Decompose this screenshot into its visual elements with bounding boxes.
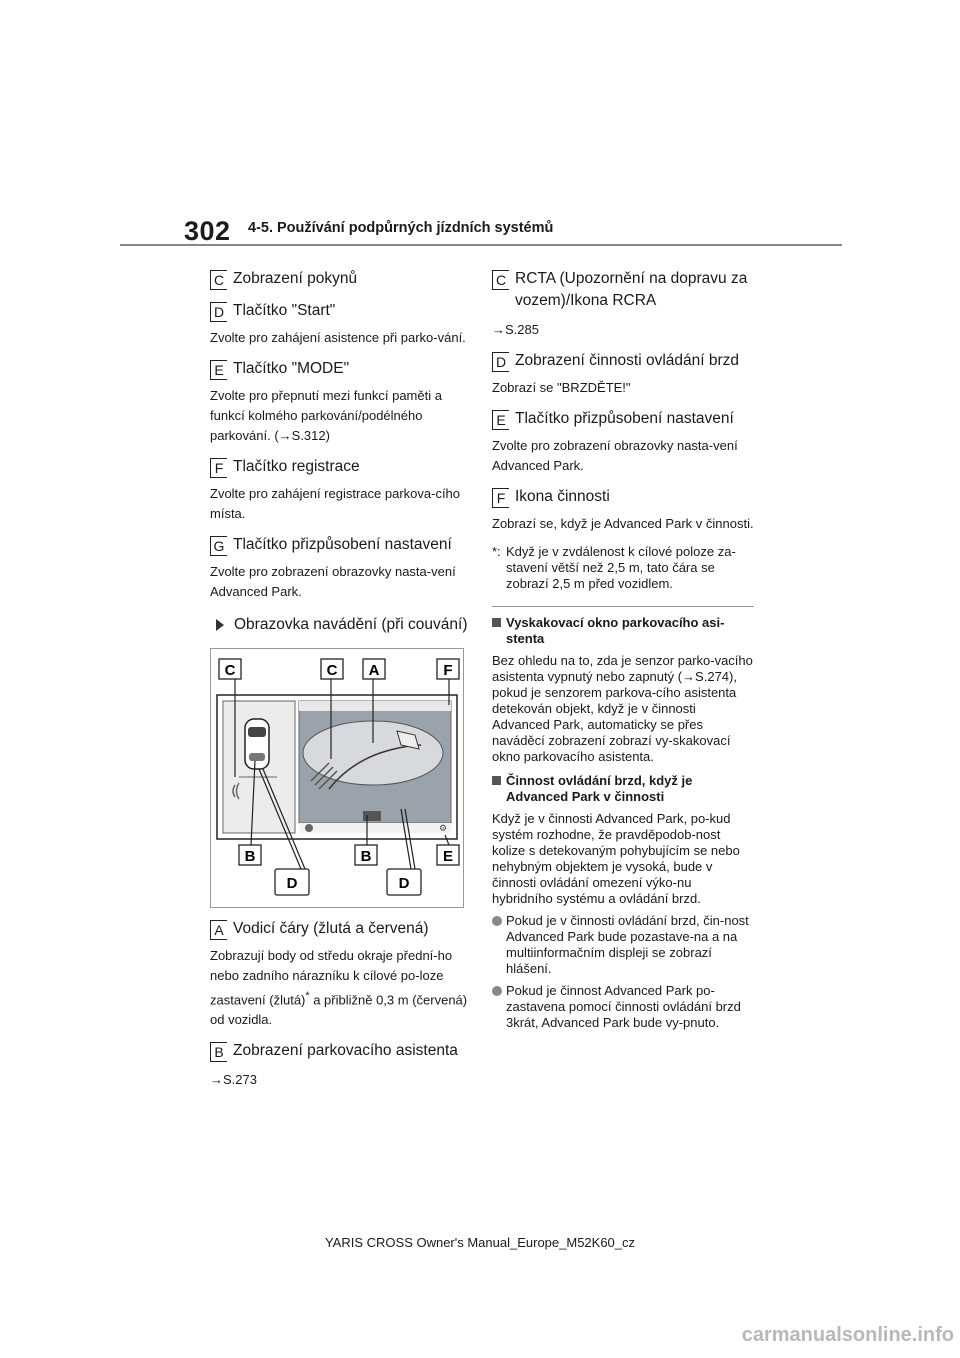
- item-title: Zobrazení činnosti ovládání brzd: [515, 352, 740, 369]
- letter-badge: E: [492, 410, 509, 430]
- heading-text: Vyskakovací okno parkovacího asi-stenta: [506, 615, 725, 646]
- circle-bullet-icon: [492, 916, 502, 926]
- item-a-guide-lines: [210, 918, 472, 940]
- callout-label-c: C: [326, 662, 338, 679]
- footnote-marker: *:: [492, 544, 501, 559]
- brake-heading: [492, 773, 754, 805]
- item-f-registration-button: [210, 456, 472, 478]
- section-title: 4-5. Používání podpůrných jízdních systémů: [248, 220, 554, 236]
- item-description: Zobrazí se, když je Advanced Park v činnosti.: [492, 516, 754, 531]
- page-reference: →S.285: [492, 322, 539, 337]
- bullet-text: Pokud je činnost Advanced Park po-zastavena pomocí činnosti ovládání brzd 3krát, Advanced Park bude vy-pnuto.: [506, 983, 741, 1030]
- gear-icon: ⚙: [438, 824, 448, 834]
- callout-label-a: A: [368, 662, 380, 679]
- item-description: Zvolte pro zobrazení obrazovky nasta-vení Advanced Park.: [210, 564, 456, 599]
- letter-badge: E: [210, 360, 227, 380]
- callout-label-b: B: [244, 848, 256, 865]
- letter-badge: C: [492, 270, 509, 290]
- description-text: Zobrazují body od středu okraje přední-ho nebo zadního nárazníku k cílové po-loze zastavení (žlutá): [210, 948, 453, 1008]
- item-title: Zobrazení pokynů: [233, 270, 358, 287]
- popup-paragraph: Bez ohledu na to, zda je senzor parko-vacího asistenta vypnutý nebo zapnutý (→S.274), pokud je senzorem parkova-cího asistenta detekován objekt, když je v činnosti Advanced Park, automaticky se přes naváděcí zobrazení zobrazí vy-skakovací okno parkovacího asistenta.: [492, 653, 753, 764]
- car-rear-window-icon: [249, 753, 265, 761]
- subsection-heading: [210, 614, 472, 636]
- item-title: Tlačítko registrace: [233, 458, 360, 475]
- bullet-text: Pokud je v činnosti ovládání brzd, čin-nost Advanced Park bude pozastave-na a na multiinformačním displeji se zobrazí hlášení.: [506, 913, 749, 976]
- square-bullet-icon: [492, 776, 501, 785]
- letter-badge: A: [210, 920, 227, 940]
- footnote-marker: *: [305, 990, 310, 1002]
- item-description: Zvolte pro zahájení asistence při parko-vání.: [210, 330, 466, 345]
- item-title: Zobrazení parkovacího asistenta: [233, 1042, 458, 1060]
- item-description: [210, 946, 472, 1030]
- item-title: Tlačítko "Start": [233, 302, 336, 319]
- item-g-settings-button: [210, 534, 472, 556]
- item-description: Zvolte pro zahájení registrace parkova-cího místa.: [210, 486, 461, 521]
- item-title: Tlačítko přizpůsobení nastavení: [515, 410, 734, 427]
- guidance-screen-illustration: [211, 649, 463, 907]
- letter-badge: F: [492, 488, 509, 508]
- letter-badge: D: [492, 352, 509, 372]
- square-bullet-icon: [492, 618, 501, 627]
- watermark: carmanualsonline.info: [741, 1324, 954, 1346]
- item-description: Zvolte pro přepnutí mezi funkcí paměti a funkcí kolmého parkování/podélného parkování. (→S.312): [210, 388, 442, 443]
- item-title: RCTA (Upozornění na dopravu za vozem)/Ikona RCRA: [515, 270, 748, 309]
- callout-label-d: D: [286, 875, 298, 892]
- list-item: [492, 983, 754, 1031]
- letter-badge: B: [210, 1042, 227, 1062]
- left-column: [210, 258, 472, 1090]
- item-b-parking-assist: [210, 1040, 472, 1062]
- page-reference: →S.273: [210, 1072, 257, 1088]
- item-description: Zobrazí se "BRZDĚTE!": [492, 380, 631, 395]
- item-title: Vodicí čáry (žlutá a červená): [233, 920, 429, 937]
- page-number: 302: [184, 216, 231, 246]
- item-e-settings-button: [492, 408, 754, 430]
- subsection-title: Obrazovka navádění (při couvání): [234, 616, 468, 633]
- vehicle-rear-marker: [363, 811, 381, 821]
- circle-bullet-icon: [492, 986, 502, 996]
- letter-badge: D: [210, 302, 227, 322]
- list-item: [492, 913, 754, 977]
- item-title: Tlačítko přizpůsobení nastavení: [233, 536, 452, 553]
- item-e-mode-button: [210, 358, 472, 380]
- brake-paragraph: Když je v činnosti Advanced Park, po-kud systém rozhodne, že pravděpodob-nost kolize s detekovaným pohybujícím se nebo nehybným objektem je vysoká, bude v činnosti ovládání omezení výko-nu hybridního systému a ovládání brzd.: [492, 811, 740, 906]
- item-title: Tlačítko "MODE": [233, 360, 350, 377]
- bottom-bar: [299, 823, 451, 833]
- car-windshield-icon: [248, 727, 266, 737]
- item-c-rcta: [492, 268, 754, 312]
- section-divider: [492, 606, 754, 607]
- activity-icon: [305, 824, 313, 832]
- letter-badge: F: [210, 458, 227, 478]
- page-footer: YARIS CROSS Owner's Manual_Europe_M52K60_cz: [324, 1235, 636, 1250]
- callout-label-c: C: [224, 662, 236, 679]
- popup-heading: [492, 615, 754, 647]
- guidance-screen-figure: [210, 648, 464, 908]
- callout-label-b: B: [360, 848, 372, 865]
- callout-label-e: E: [442, 848, 454, 865]
- callout-label-f: F: [443, 662, 453, 679]
- callout-label-d: D: [398, 875, 410, 892]
- item-d-brake-display: [492, 350, 754, 372]
- item-f-activity-icon: [492, 486, 754, 508]
- item-d-start-button: [210, 300, 472, 322]
- letter-badge: G: [210, 536, 227, 556]
- description-text: a přibližně 0,3 m (červená) od vozidla.: [210, 992, 468, 1028]
- camera-view-top-bar: [299, 701, 451, 711]
- letter-badge: C: [210, 270, 227, 290]
- car-top-view-icon: [245, 719, 269, 769]
- right-column: [492, 258, 754, 1031]
- footnote-text: Když je v zvdálenost k cílové poloze za-stavení větší než 2,5 m, tato čára se zobrazí 2,5 m před vozidlem.: [506, 544, 736, 591]
- item-c-guidance: [210, 268, 472, 290]
- header-divider: [120, 244, 842, 246]
- triangle-bullet-icon: [216, 619, 224, 631]
- heading-text: Činnost ovládání brzd, když je Advanced Park v činnosti: [506, 773, 693, 804]
- item-title: Ikona činnosti: [515, 488, 610, 505]
- item-description: Zvolte pro zobrazení obrazovky nasta-vení Advanced Park.: [492, 438, 738, 473]
- footnote: [492, 544, 754, 592]
